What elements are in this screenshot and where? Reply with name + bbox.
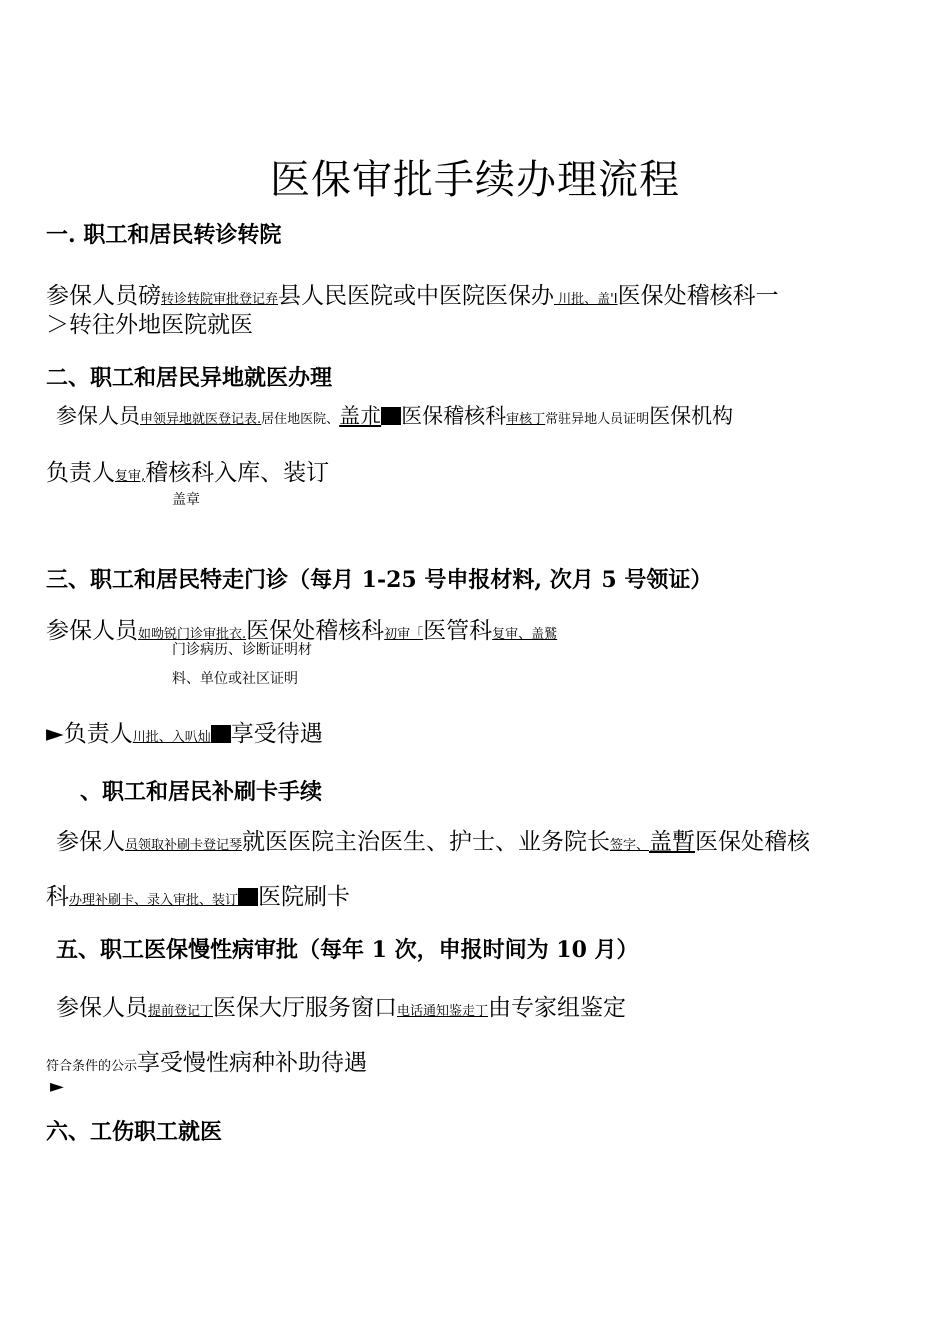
text: 医保处稽核科 [246,618,385,644]
section-2-line-2 [46,454,329,487]
text: 常驻异地人员证明 [545,412,650,427]
text: 医保处稽核科一 [617,283,779,309]
page-title: 医保审批手续办理流程 [270,157,680,203]
text: 盖朮 [339,404,382,428]
text: 签字、 [610,838,650,853]
section-2-line-1 [56,400,733,430]
text: 川批、入叭灿 [132,730,211,745]
section-4-line-2 [46,878,350,911]
text: 电话通知鉴走丁 [397,1004,489,1019]
text: 享受待遇 [230,721,323,747]
section-3-line-4 [46,715,323,748]
section-2-line-3: 盖章 [172,492,200,508]
text: 盖暫 [649,829,696,855]
text: 居住地医院、 [261,412,340,427]
text: 转诊转院审批登记弃 [161,292,279,307]
text: 医保机构 [649,404,734,428]
text: 医保稽核科 [401,404,507,428]
text: 参保人员 [46,618,138,644]
text: 川批、盖'Ι [554,292,618,307]
text: 复审, [115,469,146,484]
text: 医保处稽核 [695,829,811,855]
text: 审核丁 [506,412,546,427]
text: 复审、盖鷲 [492,627,558,642]
text: 办理补刷卡、录入审批、装订 [69,893,239,908]
text: 参保人员 [56,404,140,428]
text: 医保大厅服务窗口 [213,995,398,1021]
text: ►负责人 [46,721,133,747]
text: 参保人 [56,829,125,855]
text: 科 [46,884,69,910]
black-block-icon [211,725,231,743]
section-2-heading: 二、职工和居民异地就医办理 [46,365,333,391]
text: 享受慢性病种补助待遇 [137,1050,368,1076]
text: 就医医院主治医生、护士、业务院长 [242,829,611,855]
section-5-heading: 五、职工医保慢性病审批（每年 1 次，申报时间为 10 月） [56,937,639,963]
text: 符合条件的公示 [46,1059,138,1074]
text: 由专家组鉴定 [488,995,627,1021]
section-1-heading: 一. 职工和居民转诊转院 [46,222,282,248]
text: 参保人员磅 [46,283,161,309]
section-3-line-2: 门诊病历、诊断证明材 [172,642,312,658]
section-6-heading: 六、工伤职工就医 [46,1119,223,1145]
section-4-heading: 、职工和居民补刷卡手续 [80,779,323,805]
text: 医管科 [423,618,493,644]
text: 员领取补刷卡登记琴 [125,838,243,853]
text: 医院刷卡 [258,884,351,910]
section-5-line-1 [56,989,626,1022]
text: 申领异地就医登记表. [140,412,262,427]
text: 初审「 [384,627,424,642]
section-3-heading: 三、职工和居民特走门诊（每月 1-25 号申报材料, 次月 5 号领证） [46,567,713,593]
text: 县人民医院或中医院医保办 [278,283,555,309]
section-4-line-1 [56,823,810,856]
text: 参保人员 [56,995,148,1021]
black-block-icon [381,407,401,425]
text: 提前登记丁 [148,1004,214,1019]
section-1-line-2: ＞转往外地医院就医 [46,312,253,338]
text: 负责人 [46,460,115,486]
arrow-right-icon: ► [50,1076,64,1097]
section-3-line-3: 料、单位或社区证明 [172,671,298,687]
black-block-icon [238,888,258,906]
section-5-line-2 [46,1044,367,1077]
text: 如呦锐门诊审批衣. [138,627,247,642]
text: 稽核科入库、装订 [145,460,330,486]
